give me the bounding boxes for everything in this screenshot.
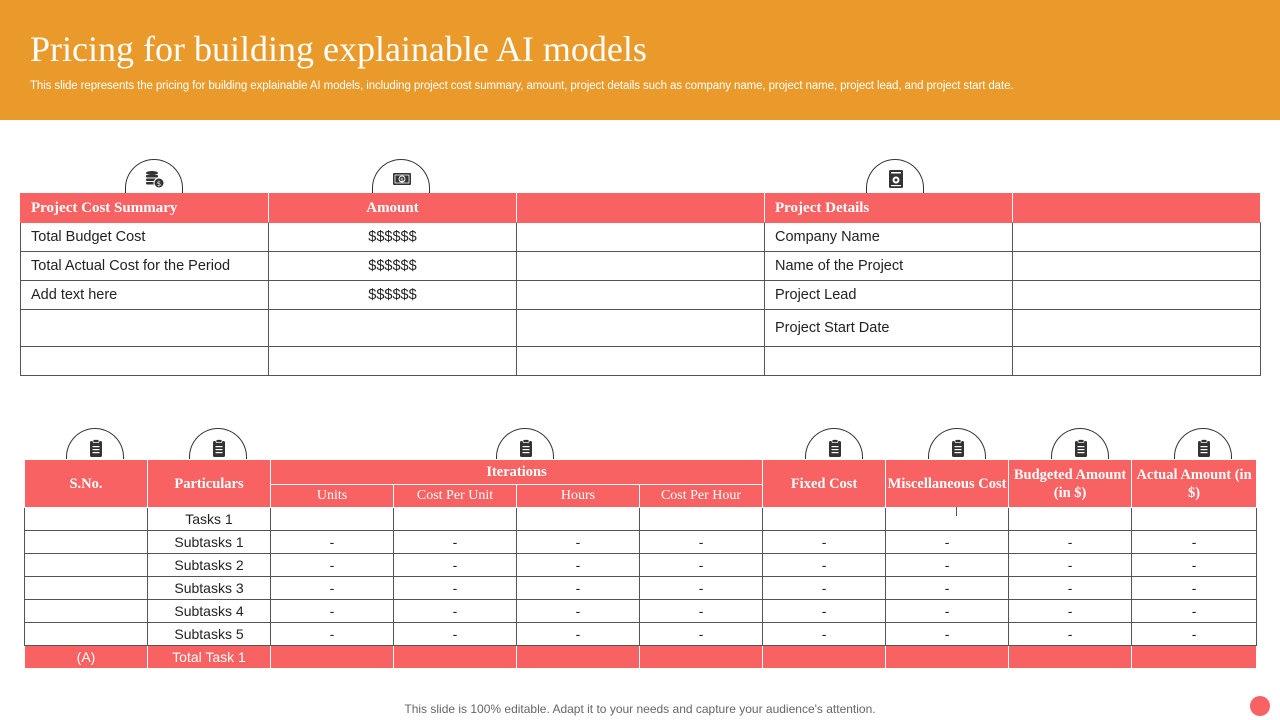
total-value-cell[interactable] [886,646,1009,669]
page-title: Pricing for building explainable AI models [30,29,647,69]
total-value-cell[interactable] [517,646,640,669]
footer-note: This slide is 100% editable. Adapt it to your needs and capture your audience's attention. [404,702,876,716]
fixed-cost-header: Fixed Cost [763,460,886,508]
value-cell[interactable]: - [640,600,763,623]
value-cell[interactable]: - [886,623,1009,646]
blank-header-cell [1013,194,1261,223]
clipboard-icon-tab [1174,428,1232,462]
task-pricing-table [24,459,1257,669]
clipboard-icon-tab [928,428,986,462]
detail-value-cell[interactable] [1013,281,1261,310]
cost-label-cell[interactable] [21,310,269,347]
value-cell[interactable]: - [394,600,517,623]
table-row [25,508,1257,531]
table-row [21,223,1261,252]
value-cell[interactable]: - [271,554,394,577]
amount-cell[interactable]: $$$$$$ [269,252,517,281]
total-task-row [25,646,1257,669]
value-cell[interactable]: - [1132,623,1257,646]
clipboard-icon [86,438,106,458]
value-cell[interactable] [517,508,640,531]
value-cell[interactable] [1132,508,1257,531]
value-cell[interactable]: - [271,600,394,623]
sno-cell[interactable] [25,508,148,531]
value-cell[interactable]: - [640,577,763,600]
value-cell[interactable]: - [1009,600,1132,623]
value-cell[interactable]: - [1009,554,1132,577]
detail-label-cell[interactable]: Name of the Project [765,252,1013,281]
blank-cell[interactable] [517,223,765,252]
banknote-icon-tab [372,159,430,193]
amount-cell[interactable]: $$$$$$ [269,223,517,252]
amount-header: Amount [269,194,517,223]
clipboard-icon-tab [189,428,247,462]
header-banner [0,0,1280,120]
value-cell[interactable]: - [517,554,640,577]
project-details-header: Project Details [765,194,1013,223]
total-sno-cell[interactable]: (A) [25,646,148,669]
value-cell[interactable]: - [886,577,1009,600]
hours-header: Hours [517,485,640,508]
cost-label-cell[interactable]: Total Actual Cost for the Period [21,252,269,281]
value-cell[interactable] [640,508,763,531]
value-cell[interactable]: - [394,577,517,600]
total-value-cell[interactable] [640,646,763,669]
value-cell[interactable]: - [1009,623,1132,646]
value-cell[interactable]: - [886,554,1009,577]
value-cell[interactable]: - [1132,577,1257,600]
table-row [25,623,1257,646]
value-cell[interactable]: - [271,623,394,646]
table-row [21,310,1261,347]
svg-text:$: $ [400,177,404,184]
detail-label-cell[interactable] [765,347,1013,376]
detail-value-cell[interactable] [1013,310,1261,347]
value-cell[interactable]: - [886,531,1009,554]
value-cell[interactable]: - [763,554,886,577]
cell-marker [956,507,957,516]
value-cell[interactable]: - [763,531,886,554]
detail-label-cell[interactable]: Company Name [765,223,1013,252]
value-cell[interactable]: - [1132,600,1257,623]
particular-cell[interactable]: Subtasks 4 [148,600,271,623]
detail-value-cell[interactable] [1013,252,1261,281]
table-row [25,577,1257,600]
clipboard-icon [825,438,845,458]
particular-cell[interactable]: Subtasks 3 [148,577,271,600]
banknote-icon [392,169,412,189]
units-header: Units [271,485,394,508]
cost-label-cell[interactable] [21,347,269,376]
blank-cell[interactable] [517,281,765,310]
cost-label-cell[interactable]: Total Budget Cost [21,223,269,252]
page-subtitle: This slide represents the pricing for building explainable AI models, including project cost summary, amount, project details such as company name, project name, project lead, and project start date. [30,80,1014,92]
project-cost-summary-header: Project Cost Summary [21,194,269,223]
value-cell[interactable] [271,508,394,531]
document-gear-icon [886,169,906,189]
value-cell[interactable]: - [640,554,763,577]
cost-per-hour-header: Cost Per Hour [640,485,763,508]
table-row [25,531,1257,554]
sno-cell[interactable] [25,577,148,600]
value-cell[interactable]: - [1132,531,1257,554]
value-cell[interactable]: - [640,623,763,646]
value-cell[interactable]: - [1009,577,1132,600]
sno-cell[interactable] [25,623,148,646]
slide-dot [1250,696,1270,716]
sno-cell[interactable] [25,600,148,623]
clipboard-icon-tab [1051,428,1109,462]
clipboard-icon [209,438,229,458]
sno-header: S.No. [25,460,148,508]
budgeted-amount-header: Budgeted Amount (in $) [1009,460,1132,508]
cost-per-unit-header: Cost Per Unit [394,485,517,508]
blank-cell[interactable] [517,347,765,376]
clipboard-icon-tab [66,428,124,462]
particular-cell[interactable]: Subtasks 5 [148,623,271,646]
value-cell[interactable]: - [517,577,640,600]
table-row [21,281,1261,310]
blank-cell[interactable] [517,252,765,281]
clipboard-icon [1194,438,1214,458]
cost-table-header-row [21,194,1261,223]
svg-text:$: $ [156,180,162,188]
actual-amount-header: Actual Amount (in $) [1132,460,1257,508]
document-gear-icon-tab [866,159,924,193]
table-row [25,554,1257,577]
value-cell[interactable] [763,508,886,531]
table-row [25,600,1257,623]
value-cell[interactable]: - [763,600,886,623]
value-cell[interactable]: - [517,623,640,646]
total-particular-cell[interactable]: Total Task 1 [148,646,271,669]
blank-header-cell [517,194,765,223]
iterations-header: Iterations [271,460,763,485]
cost-label-cell[interactable]: Add text here [21,281,269,310]
clipboard-icon [948,438,968,458]
value-cell[interactable]: - [394,554,517,577]
coins-icon-tab [125,159,183,193]
misc-cost-header: Miscellaneous Cost [886,460,1009,508]
clipboard-icon [1071,438,1091,458]
clipboard-icon-tab [805,428,863,462]
total-value-cell[interactable] [763,646,886,669]
particulars-header: Particulars [148,460,271,508]
total-value-cell[interactable] [1009,646,1132,669]
detail-label-cell[interactable]: Project Start Date [765,310,1013,347]
detail-value-cell[interactable] [1013,347,1261,376]
blank-cell[interactable] [517,310,765,347]
value-cell[interactable] [1009,508,1132,531]
task-table-header-row [25,460,1257,485]
detail-value-cell[interactable] [1013,223,1261,252]
sno-cell[interactable] [25,531,148,554]
value-cell[interactable]: - [394,623,517,646]
amount-cell[interactable] [269,347,517,376]
value-cell[interactable]: - [271,531,394,554]
sno-cell[interactable] [25,554,148,577]
value-cell[interactable]: - [640,531,763,554]
value-cell[interactable]: - [394,531,517,554]
value-cell[interactable]: - [271,577,394,600]
value-cell[interactable]: - [517,600,640,623]
amount-cell[interactable] [269,310,517,347]
value-cell[interactable]: - [763,577,886,600]
amount-cell[interactable]: $$$$$$ [269,281,517,310]
value-cell[interactable]: - [517,531,640,554]
value-cell[interactable] [394,508,517,531]
total-value-cell[interactable] [394,646,517,669]
value-cell[interactable]: - [886,600,1009,623]
particular-cell[interactable]: Subtasks 1 [148,531,271,554]
particular-cell[interactable]: Subtasks 2 [148,554,271,577]
value-cell[interactable]: - [1132,554,1257,577]
clipboard-icon-tab [496,428,554,462]
total-value-cell[interactable] [271,646,394,669]
coins-icon [145,169,165,189]
value-cell[interactable]: - [1009,531,1132,554]
table-row [21,252,1261,281]
particular-cell[interactable]: Tasks 1 [148,508,271,531]
table-row [21,347,1261,376]
total-value-cell[interactable] [1132,646,1257,669]
clipboard-icon [516,438,536,458]
value-cell[interactable] [886,508,1009,531]
detail-label-cell[interactable]: Project Lead [765,281,1013,310]
project-cost-table [20,193,1261,376]
value-cell[interactable]: - [763,623,886,646]
